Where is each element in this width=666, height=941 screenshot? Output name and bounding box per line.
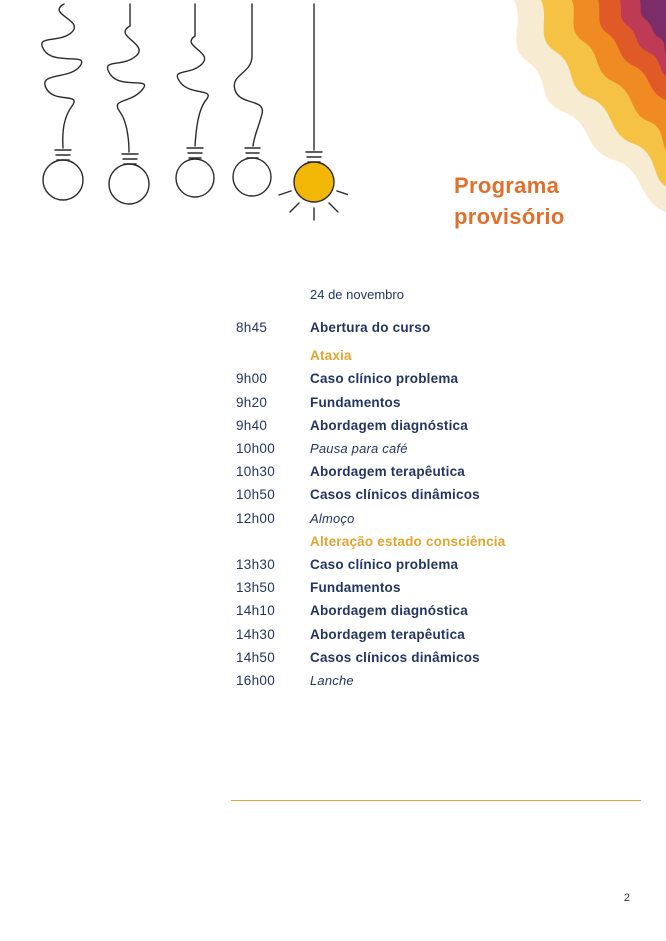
session-label: Almoço <box>310 510 355 526</box>
time-cell: 10h50 <box>236 487 276 503</box>
schedule-row <box>236 576 636 599</box>
date-header: 24 de novembro <box>310 287 404 302</box>
schedule-list <box>236 316 636 692</box>
hanging-lightbulbs-illustration <box>8 0 348 230</box>
session-label: Caso clínico problema <box>310 556 459 572</box>
session-label: Abordagem diagnóstica <box>310 417 468 433</box>
session-label: Abertura do curso <box>310 320 431 336</box>
schedule-row <box>236 599 636 622</box>
time-cell: 16h00 <box>236 672 276 688</box>
page-title-line2: provisório <box>454 204 565 229</box>
session-label: Fundamentos <box>310 580 401 596</box>
schedule-row <box>236 553 636 576</box>
session-label: Lanche <box>310 672 354 688</box>
time-cell: 9h00 <box>236 371 268 387</box>
page-title <box>454 170 565 232</box>
section-title: Alteração estado consciência <box>310 533 506 549</box>
lightbulb-icon <box>43 148 271 204</box>
divider-line <box>231 800 641 801</box>
time-cell: 9h20 <box>236 394 268 410</box>
tangled-cord-icon <box>42 4 314 152</box>
schedule-row <box>236 483 636 506</box>
schedule-row <box>236 414 636 437</box>
schedule-row <box>236 316 636 339</box>
time-cell: 9h40 <box>236 417 268 433</box>
time-cell: 14h30 <box>236 626 276 642</box>
time-cell: 14h50 <box>236 649 276 665</box>
session-label: Caso clínico problema <box>310 371 459 387</box>
session-label: Pausa para café <box>310 441 408 457</box>
session-label: Abordagem diagnóstica <box>310 603 468 619</box>
schedule-row <box>236 622 636 645</box>
time-cell: 13h30 <box>236 556 276 572</box>
schedule-row <box>236 460 636 483</box>
session-label: Casos clínicos dinâmicos <box>310 649 480 665</box>
time-cell: 8h45 <box>236 320 268 336</box>
schedule-row <box>236 669 636 692</box>
page-number: 2 <box>623 892 630 904</box>
section-title: Ataxia <box>310 348 352 364</box>
page-title-line1: Programa <box>454 173 560 198</box>
time-cell: 14h10 <box>236 603 276 619</box>
time-cell: 10h30 <box>236 464 276 480</box>
schedule-row <box>236 437 636 460</box>
session-label: Abordagem terapêutica <box>310 464 465 480</box>
schedule-row <box>236 391 636 414</box>
time-cell: 12h00 <box>236 510 276 526</box>
session-label: Casos clínicos dinâmicos <box>310 487 480 503</box>
session-label: Fundamentos <box>310 394 401 410</box>
schedule-row <box>236 507 636 530</box>
lit-lightbulb-icon <box>279 152 348 220</box>
section-header-row <box>236 530 636 553</box>
schedule-row <box>236 646 636 669</box>
schedule-row <box>236 367 636 390</box>
time-cell: 10h00 <box>236 441 276 457</box>
time-cell: 13h50 <box>236 580 276 596</box>
session-label: Abordagem terapêutica <box>310 626 465 642</box>
section-header-row <box>236 344 636 367</box>
